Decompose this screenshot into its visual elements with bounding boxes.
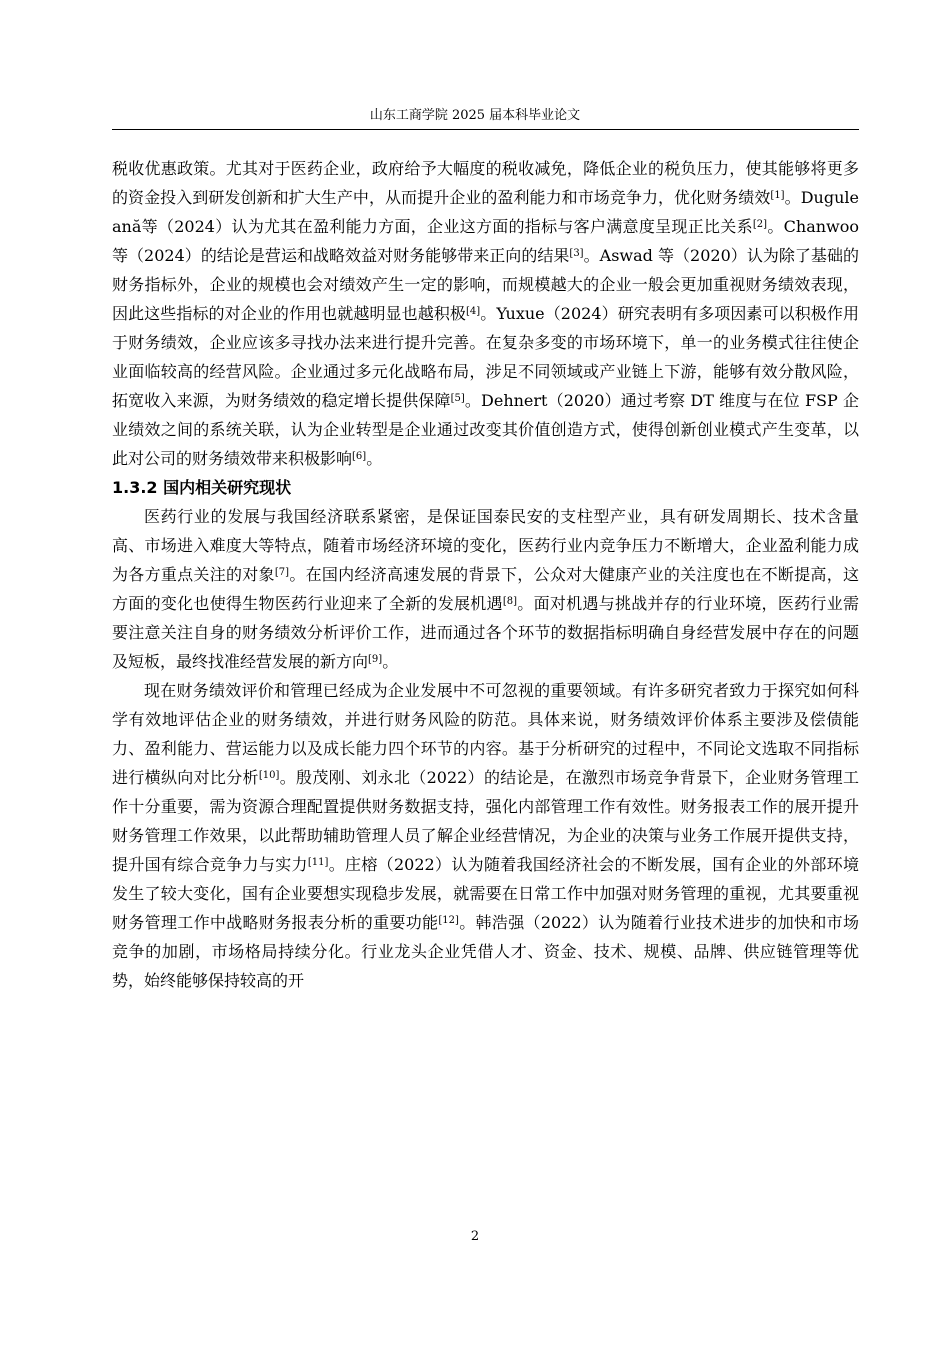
paragraph-text: 现在财务绩效评价和管理已经成为企业发展中不可忽视的重要领域。有许多研究者致力于探究如何科学有效地评估企业的财务绩效，并进行财务风险的防范。具体来说，财务绩效评价体系主要涉及偿债能力、盈利能力、营运能力以及成长能力四个环节的内容。基于分析研究的过程中，不同论文选取不同指标进行横纵向对比分析 (112, 681, 859, 787)
paragraph-text: 。面对机遇与挑战并存的行业环境，医药行业需要注意关注自身的财务绩效分析评价工作，进而通过各个环节的数据指标明确自身经营发展中存在的问题及短板，最终找准经营发展的新方向 (112, 594, 859, 671)
citation-marker: [3] (569, 248, 584, 259)
citation-marker: [4] (466, 306, 481, 317)
paragraph-domestic-research-2 (112, 676, 859, 995)
paragraph-domestic-research-1 (112, 502, 859, 676)
citation-marker: [12] (438, 915, 459, 926)
paragraph-text: 。 (366, 449, 383, 468)
paragraph-text: 。韩浩强（2022）认为随着行业技术进步的加快和市场竞争的加剧，市场格局持续分化。行业龙头企业凭借人才、资金、技术、规模、品牌、供应链管理等优势，始终能够保持较高的开 (112, 913, 859, 990)
citation-marker: [1] (770, 190, 785, 201)
paragraph-foreign-research-continued (112, 154, 859, 473)
header-rule (112, 129, 859, 130)
citation-marker: [5] (450, 393, 465, 404)
paragraph-text: 。殷茂刚、刘永北（2022）的结论是，在激烈市场竞争背景下，企业财务管理工作十分重要，需为资源合理配置提供财务数据支持，强化内部管理工作有效性。财务报表工作的展开提升财务管理工作效果，以此帮助辅助管理人员了解企业经营情况，为企业的决策与业务工作展开提供支持，提升国有综合竞争力与实力 (112, 768, 859, 874)
citation-marker: [7] (274, 567, 290, 578)
paragraph-text: 医药行业的发展与我国经济联系紧密，是保证国泰民安的支柱型产业，具有研发周期长、技术含量高、市场进入难度大等特点，随着市场经济环境的变化，医药行业内竞争压力不断增大，企业盈利能力成为各方重点关注的对象 (112, 507, 859, 584)
page-number: 2 (470, 1229, 480, 1244)
paragraph-text: 。Aswad 等（2020）认为除了基础的财务指标外，企业的规模也会对绩效产生一定的影响，而规模越大的企业一般会更加重视财务绩效表现，因此这些指标的对企业的作用也就越明显也越积极 (112, 246, 859, 323)
paragraph-text: 。庄榕（2022）认为随着我国经济社会的不断发展，国有企业的外部环境发生了较大变化，国有企业要想实现稳步发展，就需要在日常工作中加强对财务管理的重视，尤其要重视财务管理工作中战略财务报表分析的重要功能 (112, 855, 859, 932)
paragraph-text: 。Chanwoo 等（2024）的结论是营运和战略效益对财务能够带来正向的结果 (112, 217, 859, 265)
citation-marker: [10] (258, 770, 280, 781)
citation-marker: [9] (368, 654, 383, 665)
citation-marker: [2] (752, 219, 768, 230)
citation-marker: [6] (352, 451, 367, 462)
paragraph-text: 。Dehnert（2020）通过考察 DT 维度与在位 FSP 企业绩效之间的系统关联，认为企业转型是企业通过改变其价值创造方式，使得创新创业模式产生变革，以此对公司的财务绩效带来积极影响 (112, 391, 859, 468)
section-heading: 1.3.2 国内相关研究现状 (112, 478, 292, 497)
paragraph-text: 。Duguleană等（2024）认为尤其在盈利能力方面，企业这方面的指标与客户满意度呈现正比关系 (112, 188, 859, 236)
citation-marker: [11] (307, 857, 329, 868)
paragraph-text: 。 (382, 652, 399, 671)
paragraph-text: 。在国内经济高速发展的背景下，公众对大健康产业的关注度也在不断提高，这方面的变化也使得生物医药行业迎来了全新的发展机遇 (112, 565, 859, 613)
body-text (112, 154, 859, 995)
running-header: 山东工商学院 2025 届本科毕业论文 (369, 108, 581, 123)
paragraph-text: 税收优惠政策。尤其对于医药企业，政府给予大幅度的税收减免，降低企业的税负压力，使其能够将更多的资金投入到研发创新和扩大生产中，从而提升企业的盈利能力和市场竞争力，优化财务绩效 (112, 159, 859, 207)
citation-marker: [8] (502, 596, 517, 607)
paragraph-text: 。Yuxue（2024）研究表明有多项因素可以积极作用于财务绩效，企业应该多寻找办法来进行提升完善。在复杂多变的市场环境下，单一的业务模式往往使企业面临较高的经营风险。企业通过多元化战略布局，涉足不同领域或产业链上下游，能够有效分散风险，拓宽收入来源，为财务绩效的稳定增长提供保障 (112, 304, 859, 410)
